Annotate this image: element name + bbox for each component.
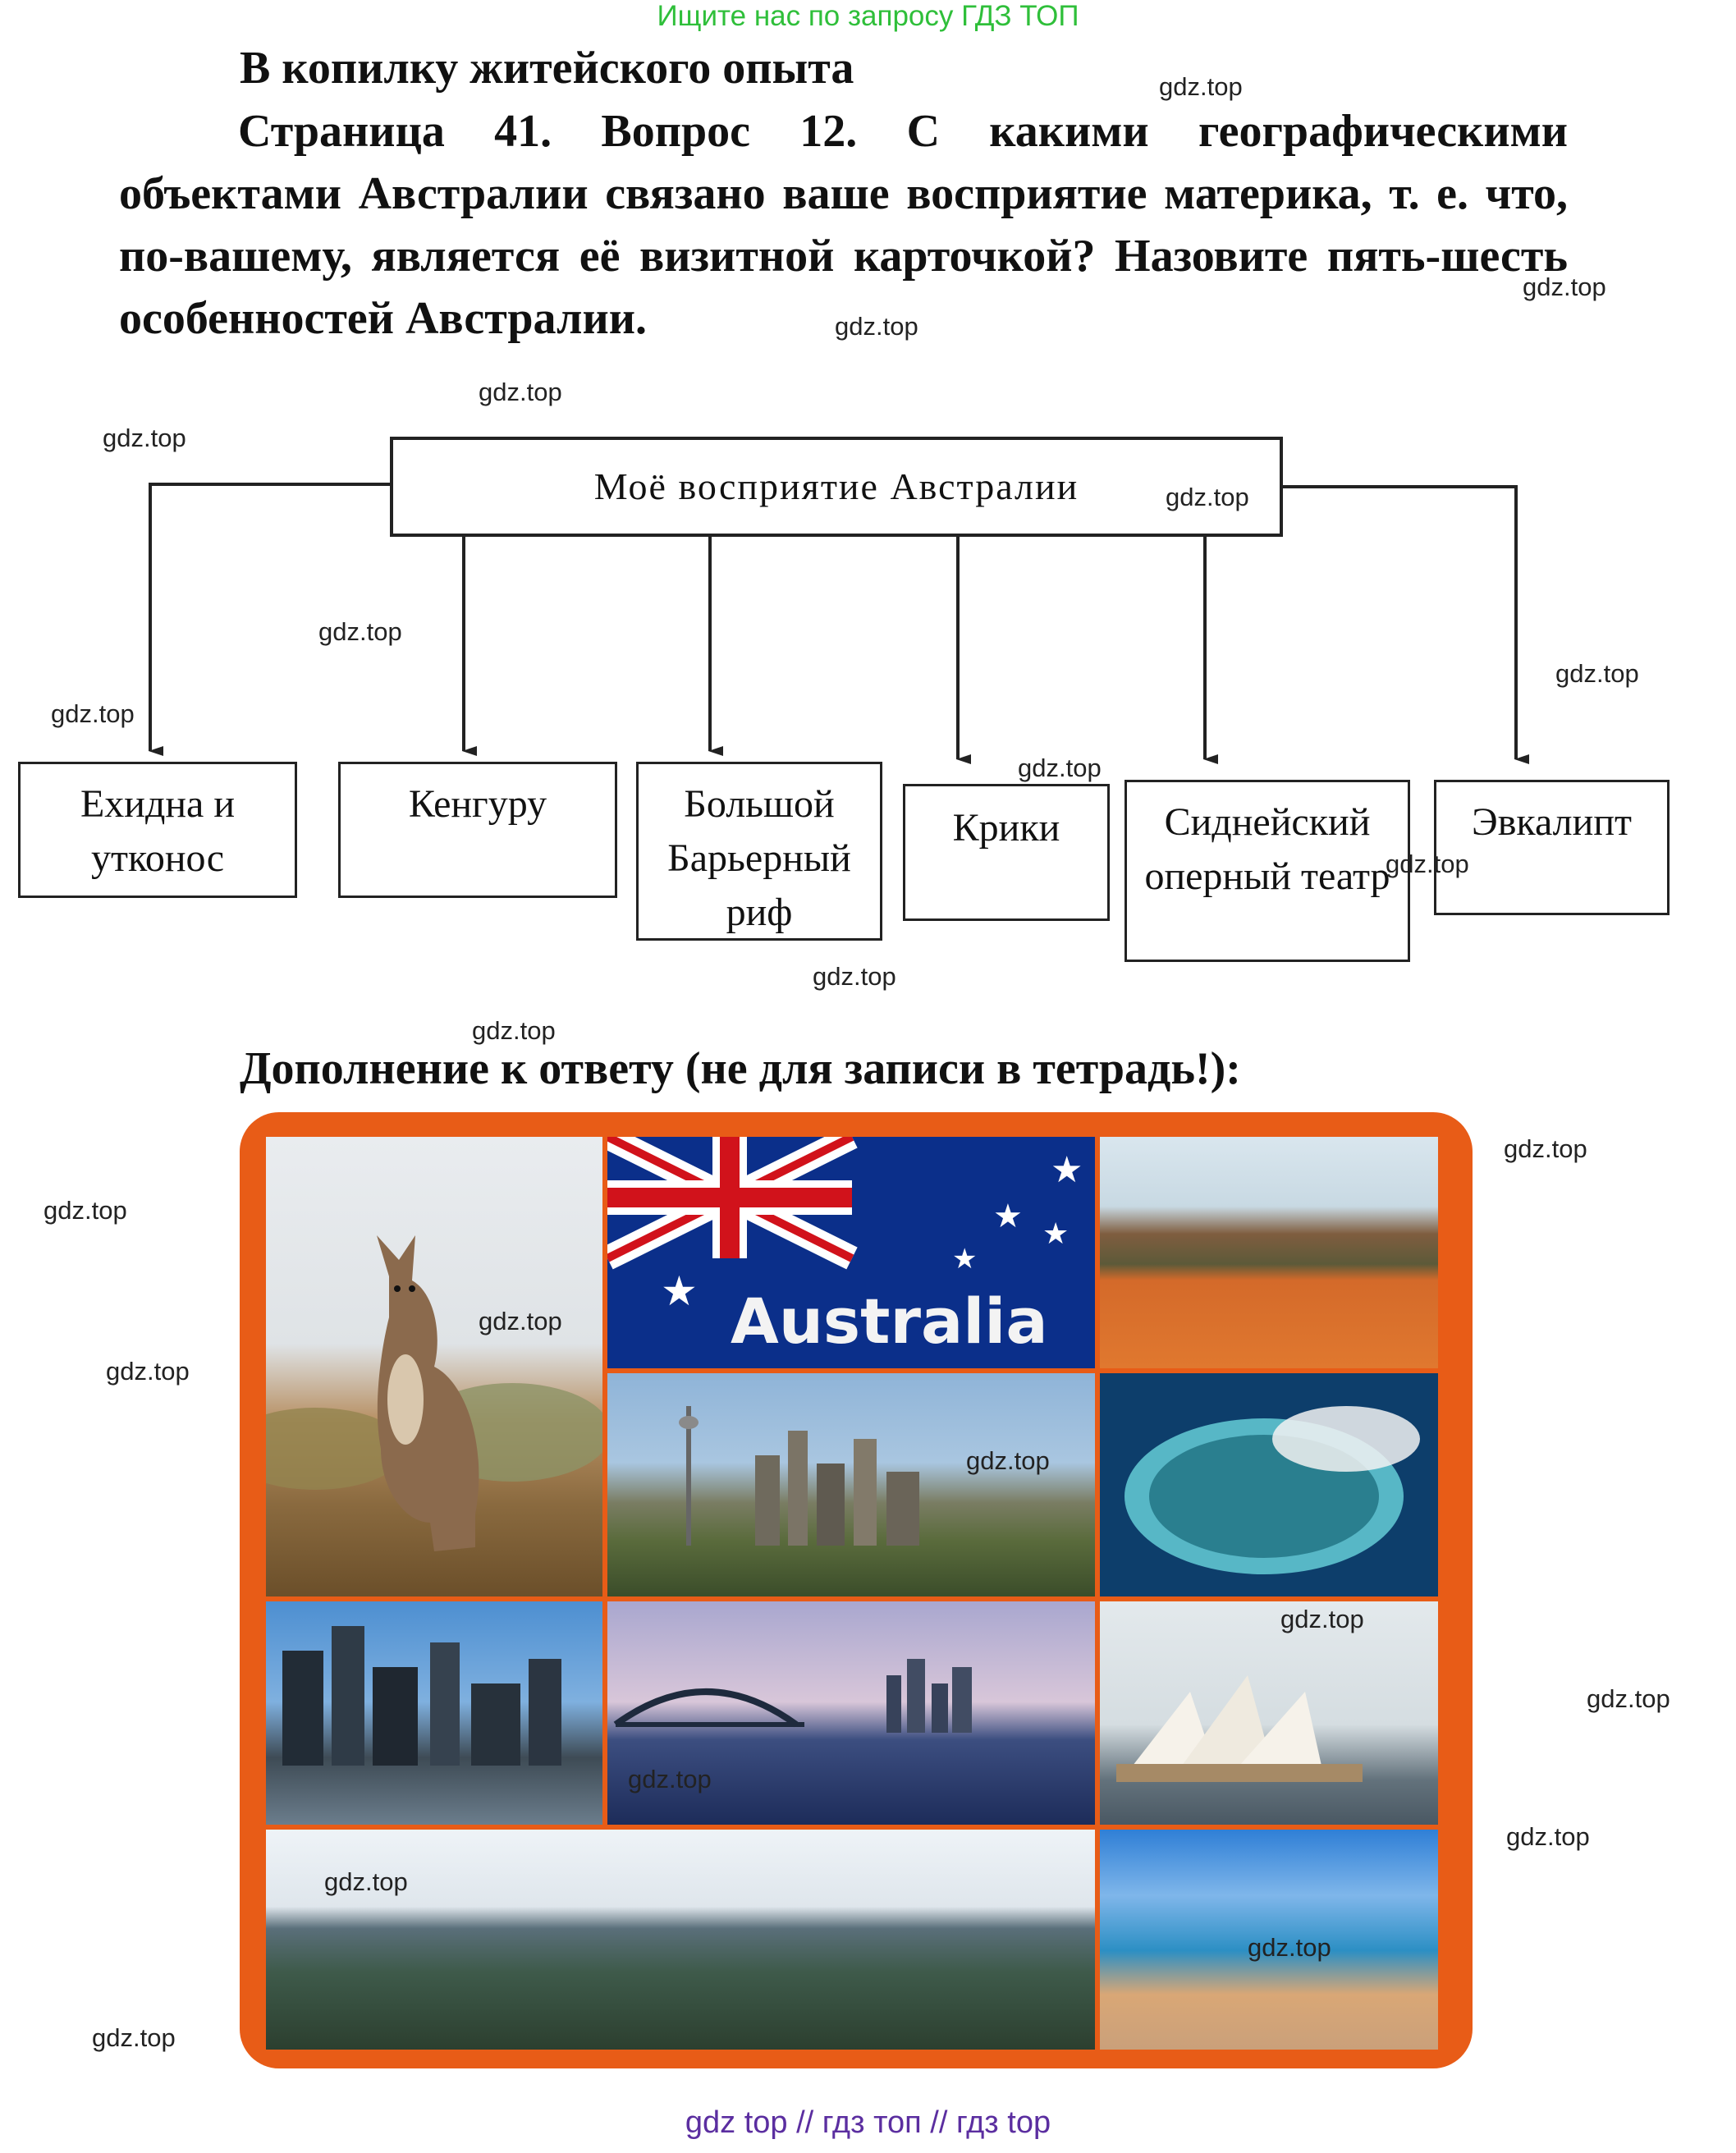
watermark: gdz.top: [1018, 754, 1102, 782]
watermark: gdz.top: [472, 1016, 556, 1045]
watermark: gdz.top: [44, 1196, 127, 1225]
photo-flag: [607, 1137, 1095, 1368]
diagram-item-echidna: Ехидна и утконос: [18, 762, 297, 898]
watermark: gdz.top: [1166, 483, 1249, 511]
photo-opera-house: [1100, 1601, 1438, 1825]
photo-brisbane-river: [266, 1601, 602, 1825]
watermark: gdz.top: [479, 378, 562, 406]
watermark: gdz.top: [628, 1765, 712, 1793]
diagram-item-creeks: Крики: [903, 784, 1110, 921]
photo-kangaroo: [266, 1137, 602, 1596]
photo-reef-island: [1100, 1373, 1438, 1596]
watermark: gdz.top: [106, 1357, 190, 1386]
watermark: gdz.top: [92, 2023, 176, 2052]
diagram-item-eucalyptus: Эвкалипт: [1434, 780, 1670, 915]
diagram-item-kangaroo: Кенгуру: [338, 762, 617, 898]
section-heading: В копилку житейского опыта: [240, 43, 854, 94]
watermark: gdz.top: [1504, 1134, 1587, 1163]
watermark: gdz.top: [813, 962, 896, 991]
photo-blue-mountains: [266, 1830, 1095, 2050]
question-body: С какими географическими объектами Австралии связано ваше восприятие материка, т. е. что, по-вашему, является её визитной карточкой? Назовите пять-шесть особенностей Австралии.: [119, 106, 1568, 344]
watermark: gdz.top: [1159, 72, 1243, 101]
watermark: gdz.top: [1587, 1684, 1670, 1713]
watermark: gdz.top: [966, 1446, 1050, 1475]
photo-red-desert: [1100, 1137, 1438, 1368]
watermark: gdz.top: [51, 699, 135, 728]
watermark: gdz.top: [1523, 273, 1606, 301]
diagram-root-box: Моё восприятие Австралии: [390, 437, 1283, 537]
question-label: Страница 41. Вопрос 12.: [238, 106, 858, 157]
watermark: gdz.top: [1248, 1933, 1331, 1962]
photo-sydney-skyline: [607, 1373, 1095, 1596]
svg-text:★: ★: [661, 1267, 698, 1315]
svg-text:★: ★: [952, 1243, 978, 1276]
diagram-item-opera: Сиднейский оперный театр: [1125, 780, 1410, 962]
watermark: gdz.top: [324, 1867, 408, 1896]
watermark: gdz.top: [835, 312, 918, 341]
watermark: gdz.top: [103, 424, 186, 452]
diagram-item-reef: Большой Барьерный риф: [636, 762, 882, 941]
flag-caption: Australia: [731, 1285, 1048, 1358]
watermark: gdz.top: [479, 1307, 562, 1335]
watermark: gdz.top: [318, 617, 402, 646]
svg-text:★: ★: [1051, 1149, 1083, 1191]
svg-text:★: ★: [993, 1198, 1023, 1235]
photo-collage: [240, 1112, 1473, 2068]
watermark: gdz.top: [1555, 659, 1639, 688]
svg-text:★: ★: [1042, 1217, 1070, 1251]
addendum-heading: Дополнение к ответу (не для записи в тетрадь!):: [240, 1043, 1241, 1094]
footer-links: gdz top // гдз топ // гдз top: [685, 2105, 1051, 2140]
watermark: gdz.top: [1386, 850, 1469, 878]
watermark: gdz.top: [1506, 1822, 1590, 1851]
top-banner: Ищите нас по запросу ГДЗ ТОП: [657, 0, 1079, 32]
watermark: gdz.top: [1280, 1605, 1364, 1633]
